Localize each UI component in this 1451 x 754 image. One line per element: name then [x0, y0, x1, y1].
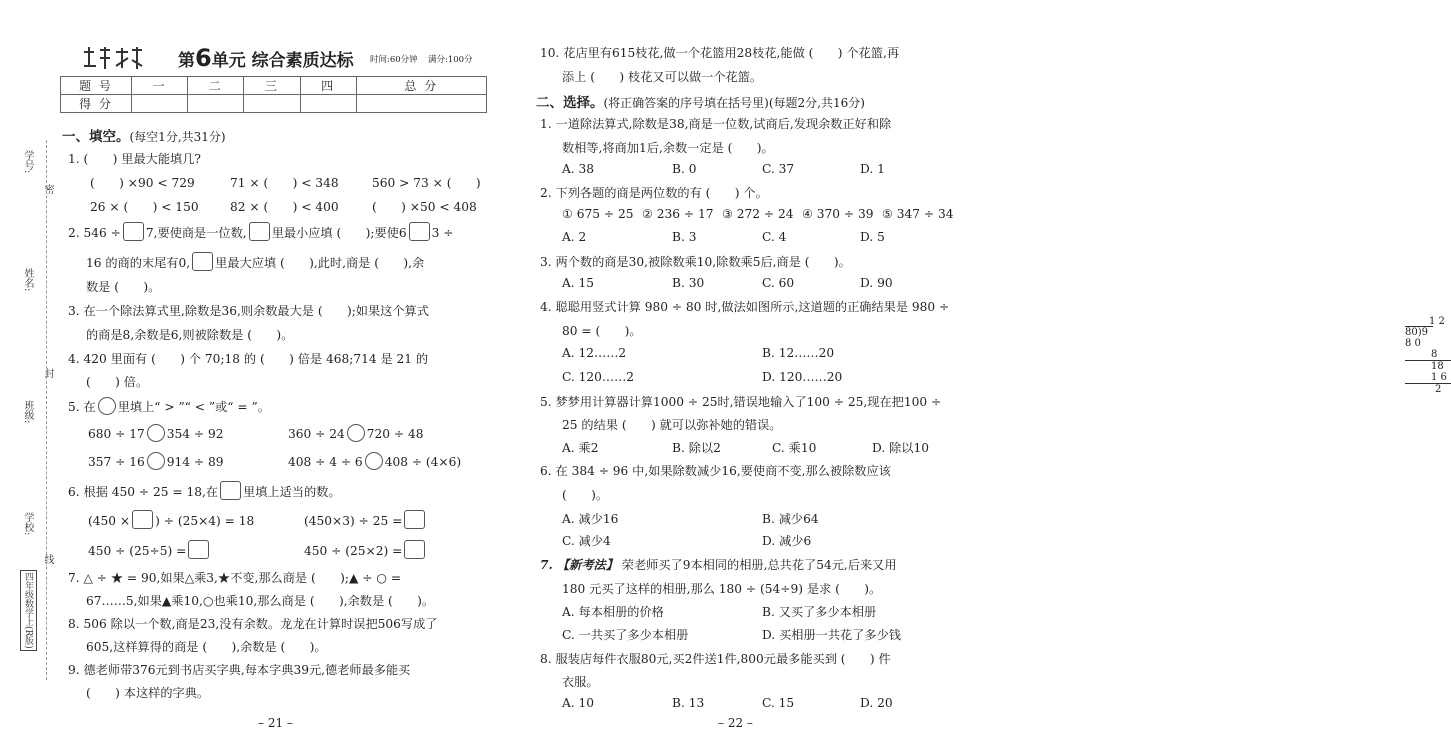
choice-question-1: 1. 一道除法算式,除数是38,商是一位数,试商后,发现余数正好和除: [540, 117, 892, 131]
page-title: 第6单元 综合素质达标: [178, 44, 354, 72]
option-c[interactable]: C. 37: [762, 162, 795, 176]
question-4: 4. 420 里面有 ( ) 个 70;18 的 ( ) 倍是 468;714 是 21 的: [68, 352, 429, 366]
book-label: 四年级数学上(R版): [20, 570, 37, 651]
option-a[interactable]: A. 减少16: [562, 512, 619, 526]
option-d[interactable]: D. 减少6: [762, 534, 812, 548]
option-b[interactable]: B. 0: [672, 162, 697, 176]
answer-box[interactable]: [404, 540, 425, 559]
class-label: 班级:: [22, 400, 33, 424]
score-cell[interactable]: [132, 95, 188, 113]
score-cell[interactable]: [356, 95, 486, 113]
option-b[interactable]: B. 减少64: [762, 512, 819, 526]
compare-circle[interactable]: [98, 397, 116, 415]
option-c[interactable]: C. 4: [762, 230, 787, 244]
option-b[interactable]: B. 3: [672, 230, 697, 244]
question-3: 3. 在一个除法算式里,除数是36,则余数最大是 ( );如果这个算式: [68, 304, 429, 318]
option-b[interactable]: B. 13: [672, 696, 705, 710]
question-6: 6. 根据 450 ÷ 25 = 18,在 里填上适当的数。: [68, 481, 341, 500]
question-2: 2. 546 ÷ 7,要使商是一位数, 里最小应填 ( );要使6 3 ÷: [68, 222, 453, 241]
choice-question-2: 2. 下列各题的商是两位数的有 ( ) 个。: [540, 186, 768, 200]
answer-box[interactable]: [188, 540, 209, 559]
score-cell[interactable]: [244, 95, 300, 113]
option-a[interactable]: A. 10: [562, 696, 595, 710]
time-limit: 时间:60分钟: [370, 55, 418, 65]
option-d[interactable]: D. 除以10: [872, 441, 929, 455]
compare-circle[interactable]: [347, 424, 365, 442]
binding-dashed-line: [46, 140, 47, 680]
choice-question-8: 8. 服装店每件衣服80元,买2件送1件,800元最多能买到 ( ) 件: [540, 652, 891, 666]
option-d[interactable]: D. 120……20: [762, 370, 843, 384]
option-d[interactable]: D. 买相册一共花了多少钱: [762, 628, 901, 642]
page-number: – 22 –: [718, 716, 753, 730]
answer-box[interactable]: [249, 222, 270, 241]
answer-box[interactable]: [220, 481, 241, 500]
choice-question-5: 5. 梦梦用计算器计算1000 ÷ 25时,错误地输入了100 ÷ 25,现在把100 ÷: [540, 395, 942, 409]
option-b[interactable]: B. 又买了多少本相册: [762, 605, 877, 619]
long-division-figure: 1 2 80)9 8 0 8 18 1 6 2: [1405, 316, 1451, 395]
option-d[interactable]: D. 5: [860, 230, 885, 244]
option-b[interactable]: B. 除以2: [672, 441, 721, 455]
table-row: 得 分: [61, 95, 487, 113]
school-label: 学校:: [22, 512, 33, 536]
choice-question-3: 3. 两个数的商是30,被除数乘10,除数乘5后,商是 ( )。: [540, 255, 851, 269]
question-1: 1. ( ) 里最大能填几?: [68, 152, 201, 166]
binding-line-mark: 线: [42, 554, 53, 564]
new-method-badge: 7. 【新考法】: [540, 558, 618, 572]
option-a[interactable]: A. 乘2: [562, 441, 599, 455]
student-number-label: 学号:: [22, 150, 33, 174]
brand-logo-icon: [80, 44, 146, 78]
page-number: – 21 –: [258, 716, 293, 730]
option-b[interactable]: B. 12……20: [762, 346, 835, 360]
choice-question-4: 4. 聪聪用竖式计算 980 ÷ 80 时,做法如图所示,这道题的正确结果是 980 ÷: [540, 300, 950, 314]
option-d[interactable]: D. 90: [860, 276, 893, 290]
option-d[interactable]: D. 20: [860, 696, 893, 710]
table-row: 题 号 一 二 三 四 总 分: [61, 77, 487, 95]
answer-box[interactable]: [123, 222, 144, 241]
option-a[interactable]: A. 每本相册的价格: [562, 605, 664, 619]
left-page: 学号: 姓名: 班级: 学校: 密 封 线 四年级数学上(R版) 第6单元 综合素质达标 时间:60分钟 满分:100分 题 号 一 二 三 四 总 分 得 分 一、填空。(每空1分,共31分) 1. ( ) 里最大能填几? ( ) ×90 < 729 71 × ( ) < 348 560 > 73 × ( ) 26 × ( ) < 150 82 × ( ) < 400 ( ) ×50 < 408 2. 546 ÷ 7,要使商是一位数, 里最小应填 ( );要使6 3 ÷ 16 的商的末尾有0, 里最大应填 ( ),此时,商是 ( ),余 数是 ( )。 3. 在一个除法算式里,除数是36,则余数最大是 ( );如果这个算式 的商是8,余数是6,则被除数是 ( )。 4. 420 里面有 ( ) 个 70;18 的 ( ) 倍是 468;714 是 21 的 ( ) 倍。 5. 在 里填上“ > ”“ < ”或“ = ”。 680 ÷ 17 354 ÷ 92 360 ÷ 24 720 ÷ 48 357 ÷ 16 914 ÷ 89 408 ÷ 4 ÷ 6 408 ÷ (4×6) 6. 根据 450 ÷ 25 = 18,在 里填上适当的数。 (450 × ) ÷ (25×4) = 18 (450×3) ÷ 25 = 450 ÷ (25÷5) = 450 ÷ (25×2) = 7. △ ÷ ★ = 90,如果△乘3,★不变,那么商是 ( );▲ ÷ ○ = 67……5,如果▲乘10,○也乘10,那么商是 ( ),余数是 ( )。 8. 506 除以一个数,商是23,没有余数。龙龙在计算时误把506写成了 605,这样算得的商是 ( ),余数是 ( )。 9. 德老师带376元到书店买字典,每本字典39元,德老师最多能买 ( ) 本这样的字典。 – 21 –: [0, 0, 500, 754]
option-c[interactable]: C. 减少4: [562, 534, 611, 548]
name-label: 姓名:: [22, 268, 33, 292]
choice-question-7: 7. 【新考法】 荣老师买了9本相同的相册,总共花了54元,后来又用: [540, 558, 897, 572]
option-a[interactable]: A. 15: [562, 276, 595, 290]
answer-box[interactable]: [404, 510, 425, 529]
answer-box[interactable]: [409, 222, 430, 241]
answer-box[interactable]: [132, 510, 153, 529]
choice-question-6: 6. 在 384 ÷ 96 中,如果除数减少16,要使商不变,那么被除数应该: [540, 464, 891, 478]
option-c[interactable]: C. 乘10: [772, 441, 817, 455]
score-cell[interactable]: [300, 95, 356, 113]
option-a[interactable]: A. 2: [562, 230, 587, 244]
right-page: 10. 花店里有615枝花,做一个花篮用28枝花,能做 ( ) 个花篮,再 添上 ( ) 枝花又可以做一个花篮。 二、选择。(将正确答案的序号填在括号里)(每题2分,共16分) 1. 一道除法算式,除数是38,商是一位数,试商后,发现余数正好和除 数相等,将商加1后,余数一定是 ( )。 A. 38 B. 0 C. 37 D. 1 2. 下列各题的商是两位数的有 ( ) 个。 ① 675 ÷ 25 ② 236 ÷ 17 ③ 272 ÷ 24 ④ 370 ÷ 39 ⑤ 347 ÷ 34 A. 2 B. 3 C. 4 D. 5 3. 两个数的商是30,被除数乘10,除数乘5后,商是 ( )。 A. 15 B. 30 C. 60 D. 90 4. 聪聪用竖式计算 980 ÷ 80 时,做法如图所示,这道题的正确结果是 980 ÷ 80 = ( )。 1 2 80)9 8 0 8 18 1 6 2 A. 12……2 B. 12……20 C. 120……2 D. 120……20 5. 梦梦用计算器计算1000 ÷ 25时,错误地输入了100 ÷ 25,现在把100 ÷ 25 的结果 ( ) 就可以弥补她的错误。 A. 乘2 B. 除以2 C. 乘10 D. 除以10 6. 在 384 ÷ 96 中,如果除数减少16,要使商不变,那么被除数应该 ( )。 A. 减少16 B. 减少64 C. 减少4 D. 减少6 7. 【新考法】 荣老师买了9本相同的相册,总共花了54元,后来又用 180 元买了这样的相册,那么 180 ÷ (54÷9) 是求 ( )。 A. 每本相册的价格 B. 又买了多少本相册 C. 一共买了多少本相册 D. 买相册一共花了多少钱 8. 服装店每件衣服80元,买2件送1件,800元最多能买到 ( ) 件 衣服。 A. 10 B. 13 C. 15 D. 20 – 22 –: [500, 0, 1000, 754]
section-1-heading: 一、填空。(每空1分,共31分): [62, 129, 226, 145]
question-9: 9. 德老师带376元到书店买字典,每本字典39元,德老师最多能买: [68, 663, 411, 677]
option-a[interactable]: A. 12……2: [562, 346, 627, 360]
option-c[interactable]: C. 120……2: [562, 370, 635, 384]
score-cell[interactable]: [188, 95, 244, 113]
question-7: 7. △ ÷ ★ = 90,如果△乘3,★不变,那么商是 ( );▲ ÷ ○ =: [68, 571, 402, 585]
question-5: 5. 在 里填上“ > ”“ < ”或“ = ”。: [68, 397, 270, 415]
question-8: 8. 506 除以一个数,商是23,没有余数。龙龙在计算时误把506写成了: [68, 617, 438, 631]
option-c[interactable]: C. 15: [762, 696, 795, 710]
question-10: 10. 花店里有615枝花,做一个花篮用28枝花,能做 ( ) 个花篮,再: [540, 46, 900, 60]
compare-circle[interactable]: [147, 424, 165, 442]
compare-circle[interactable]: [147, 452, 165, 470]
option-b[interactable]: B. 30: [672, 276, 705, 290]
option-d[interactable]: D. 1: [860, 162, 885, 176]
binding-seal-mark: 密: [42, 184, 53, 194]
option-c[interactable]: C. 一共买了多少本相册: [562, 628, 689, 642]
binding-sidebar: [6, 140, 52, 700]
full-score: 满分:100分: [428, 55, 473, 65]
score-table: [60, 76, 487, 113]
binding-seal-mark: 封: [42, 368, 53, 378]
compare-circle[interactable]: [365, 452, 383, 470]
option-c[interactable]: C. 60: [762, 276, 795, 290]
answer-box[interactable]: [192, 252, 213, 271]
section-2-heading: 二、选择。(将正确答案的序号填在括号里)(每题2分,共16分): [536, 95, 865, 111]
option-a[interactable]: A. 38: [562, 162, 595, 176]
